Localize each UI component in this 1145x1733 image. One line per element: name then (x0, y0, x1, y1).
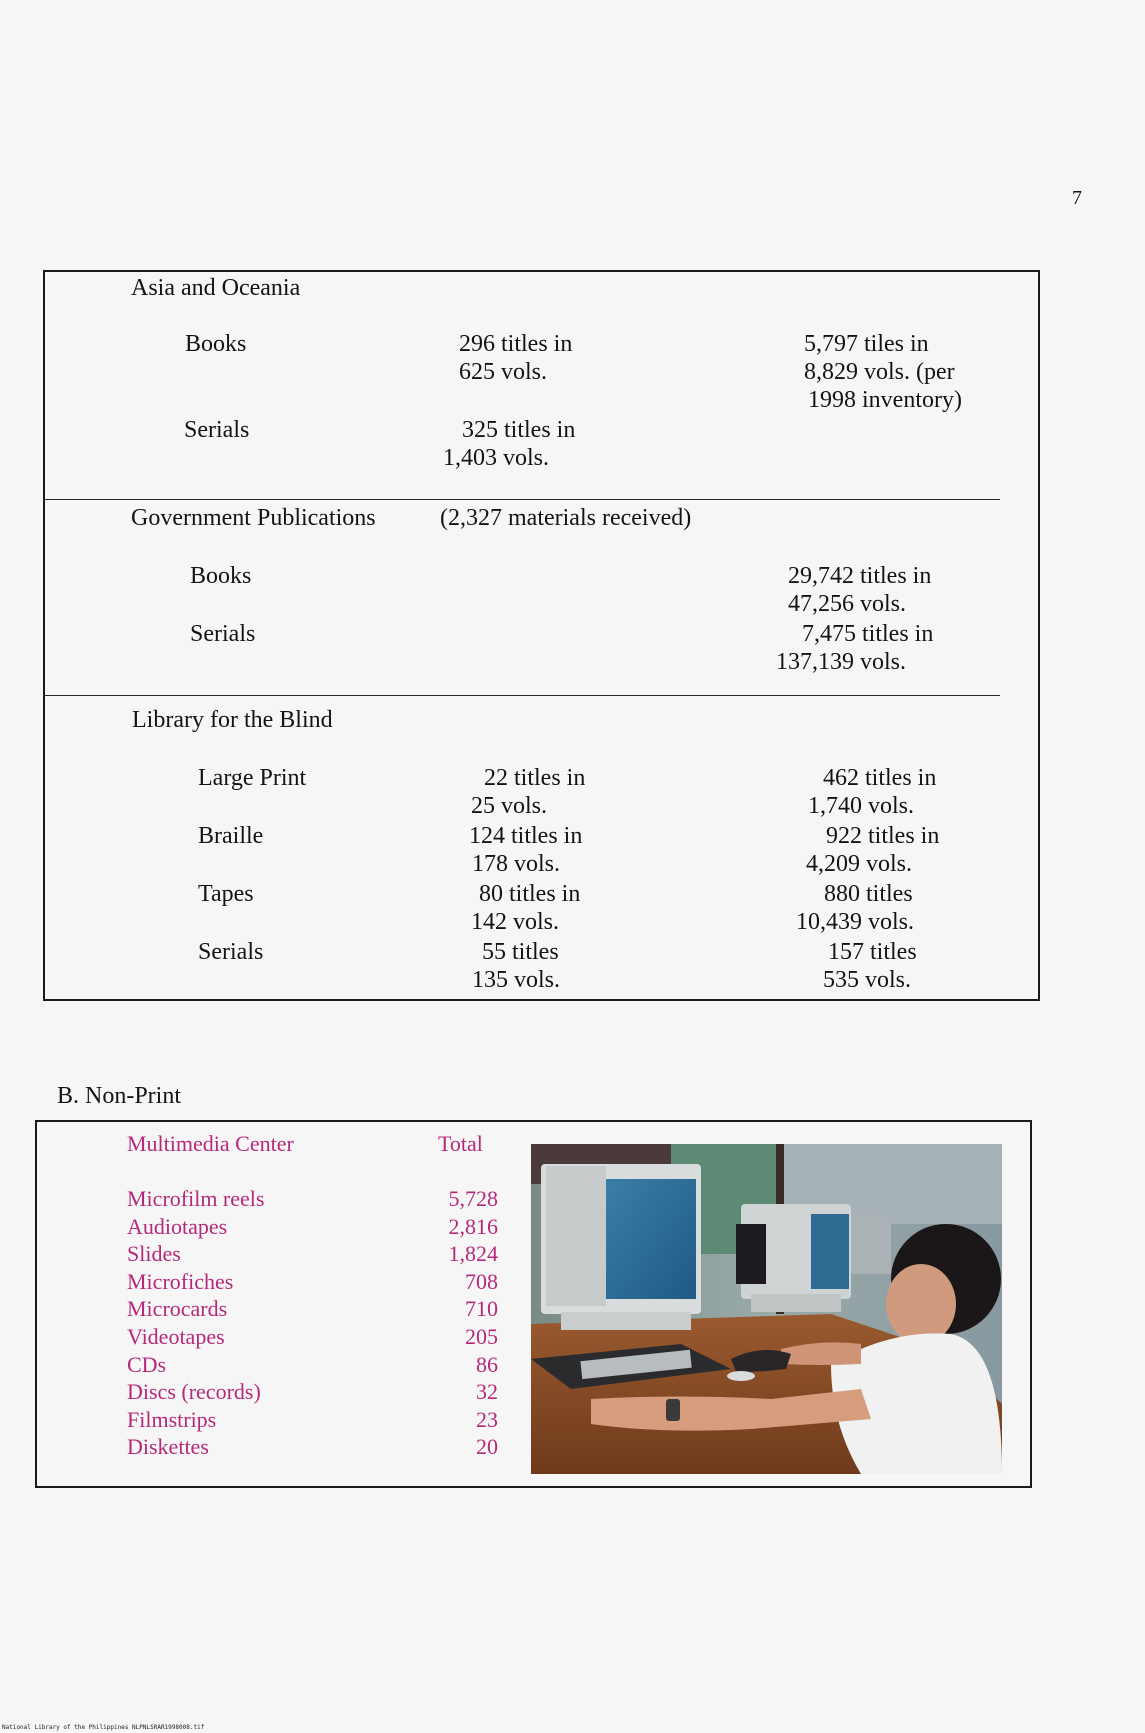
list-item: Microfiches (127, 1268, 234, 1294)
blind-row-acquisition: 80 titles in 142 vols. (471, 881, 581, 935)
blind-row-total: 922 titles in 4,209 vols. (806, 823, 940, 877)
blind-row-label: Serials (198, 939, 264, 965)
row-label-serials: Serials (190, 621, 256, 647)
list-item: Microcards (127, 1296, 228, 1322)
row-label-books: Books (185, 331, 247, 357)
books-total: 5,797 tiles in 8,829 vols. (per 1998 inventory) (804, 331, 962, 413)
footer-caption: National Library of the Philippines NLPNLSRAR1998008.tif (2, 1724, 205, 1731)
section-heading-asia-oceania: Asia and Oceania (131, 275, 301, 301)
list-item: Diskettes (127, 1434, 209, 1460)
multimedia-center-photo (531, 1144, 1002, 1474)
blind-row-acquisition: 124 titles in 178 vols. (469, 823, 583, 877)
serials-acquisition: 325 titles in 1,403 vols. (443, 417, 576, 471)
non-print-item-labels (127, 1185, 264, 1461)
section-divider (45, 695, 1000, 696)
books-acquisition: 296 titles in 625 vols. (459, 331, 573, 385)
blind-row-label: Large Print (198, 765, 307, 791)
blind-row-total: 462 titles in 1,740 vols. (808, 765, 937, 819)
item-value: 708 (465, 1268, 498, 1294)
list-item: Microfilm reels (127, 1186, 265, 1211)
item-value: 205 (465, 1323, 498, 1349)
section-heading-gov-pubs: Government Publications (131, 505, 376, 531)
item-value: 5,728 (448, 1186, 498, 1211)
blind-row-total: 880 titles 10,439 vols. (796, 881, 915, 935)
item-value: 1,824 (448, 1241, 498, 1267)
gov-serials-total: 7,475 titles in 137,139 vols. (776, 621, 934, 675)
blind-row-total: 157 titles 535 vols. (823, 939, 917, 993)
list-item: Audiotapes (127, 1213, 228, 1239)
blind-row-acquisition: 22 titles in 25 vols. (471, 765, 586, 819)
non-print-heading: B. Non-Print (57, 1083, 182, 1109)
list-item: Filmstrips (127, 1406, 217, 1432)
multimedia-center-label: Multimedia Center (127, 1131, 294, 1156)
item-value: 32 (476, 1379, 498, 1405)
item-value: 2,816 (448, 1213, 498, 1239)
section-heading-blind: Library for the Blind (132, 707, 333, 733)
page-number: 7 (1072, 187, 1082, 209)
total-column-label: Total (438, 1131, 483, 1156)
list-item: Videotapes (127, 1323, 225, 1349)
item-value: 86 (476, 1351, 498, 1377)
item-value: 710 (465, 1296, 498, 1322)
row-label-books: Books (190, 563, 252, 589)
item-value: 20 (476, 1434, 498, 1460)
gov-books-total: 29,742 titles in 47,256 vols. (788, 563, 932, 617)
section-divider (45, 499, 1000, 500)
list-item: CDs (127, 1351, 167, 1377)
row-label-serials: Serials (184, 417, 250, 443)
non-print-item-values (420, 1185, 498, 1461)
list-item: Discs (records) (127, 1379, 261, 1405)
gov-pubs-note: (2,327 materials received) (440, 505, 692, 531)
item-value: 23 (476, 1406, 498, 1432)
blind-row-label: Braille (198, 823, 264, 849)
blind-row-label: Tapes (198, 881, 254, 907)
list-item: Slides (127, 1241, 181, 1267)
blind-row-acquisition: 55 titles 135 vols. (472, 939, 561, 993)
